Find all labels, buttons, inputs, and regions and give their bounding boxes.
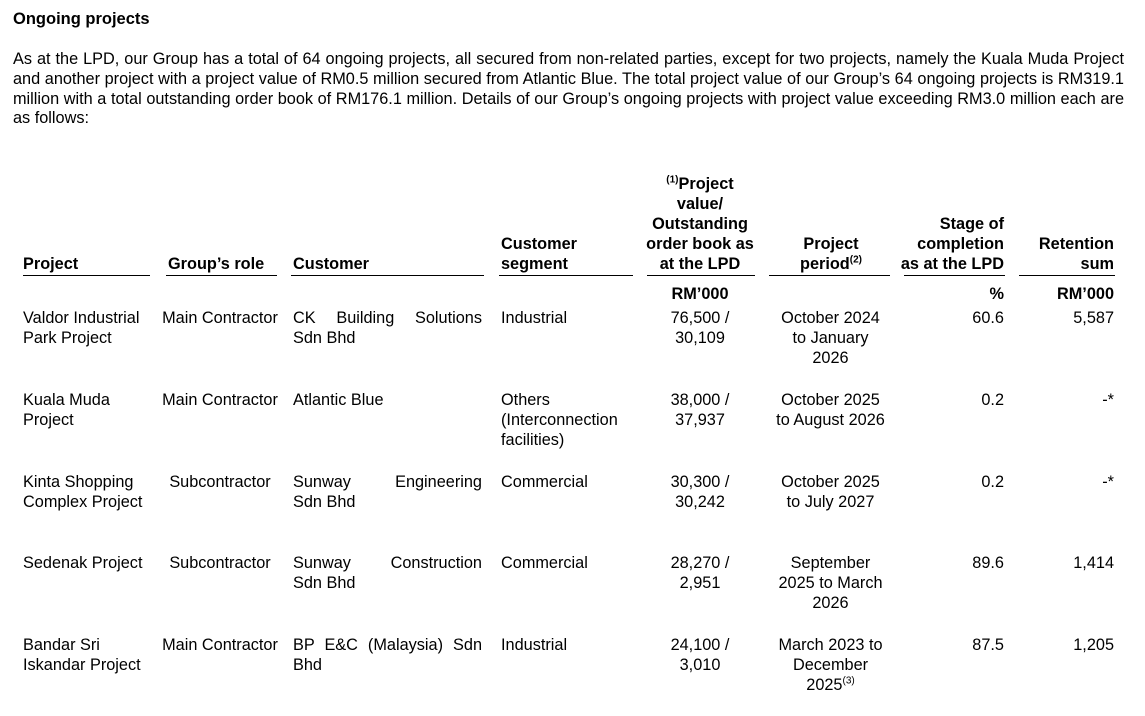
header-role: Group’s role (168, 255, 265, 273)
cell-role: Main Contractor (162, 309, 278, 327)
cell-customer: BP E&C (Malaysia) Sdn Bhd (293, 636, 482, 674)
cell-value: 30,300 / 30,242 (670, 473, 730, 511)
footnote-marker-3: (3) (842, 675, 855, 687)
cell-retention: 5,587 (1073, 309, 1114, 327)
header-period: Project period$^{(2)}$ (800, 235, 862, 273)
header-rule-role (166, 275, 277, 276)
cell-period: October 2025 to July 2027 (781, 473, 880, 511)
cell-segment: Industrial (501, 309, 568, 327)
header-rule-stage (904, 275, 1005, 276)
cell-customer: Sunway Construction Sdn Bhd (293, 554, 482, 592)
header-customer: Customer (293, 255, 369, 273)
cell-retention: -* (1102, 473, 1114, 491)
cell-segment: Others (Interconnection facilities) (501, 391, 618, 449)
header-rule-period (769, 275, 890, 276)
cell-retention: -* (1102, 391, 1114, 409)
header-rule-segment (499, 275, 633, 276)
cell-stage: 0.2 (981, 473, 1004, 491)
cell-period: March 2023 to December 2025$^{(3)}$ (778, 636, 883, 694)
cell-value: 76,500 / 30,109 (670, 309, 730, 347)
header-project: Project (23, 255, 79, 273)
cell-customer: CK Building Solutions Sdn Bhd (293, 309, 482, 347)
header-rule-value (647, 275, 755, 276)
footnote-marker-2: (2) (849, 254, 862, 266)
cell-period: September 2025 to March 2026 (778, 554, 883, 612)
cell-project: Sedenak Project (23, 554, 143, 572)
cell-project: Valdor Industrial Park Project (23, 309, 140, 347)
cell-customer: Atlantic Blue (293, 391, 384, 409)
cell-customer: Sunway Engineering Sdn Bhd (293, 473, 482, 511)
cell-role: Main Contractor (162, 391, 278, 409)
cell-project: Kinta Shopping Complex Project (23, 473, 143, 511)
cell-period: October 2025 to August 2026 (776, 391, 885, 429)
unit-value: RM’000 (671, 285, 729, 303)
cell-period: October 2024 to January 2026 (781, 309, 880, 367)
footnote-marker-1: (1) (666, 174, 679, 186)
header-rule-retention (1019, 275, 1115, 276)
cell-project: Kuala Muda Project (23, 391, 110, 429)
cell-retention: 1,205 (1073, 636, 1114, 654)
cell-role: Subcontractor (169, 473, 271, 491)
cell-value: 38,000 / 37,937 (670, 391, 730, 429)
section-title: Ongoing projects (13, 10, 150, 28)
intro-paragraph: As at the LPD, our Group has a total of 64 ongoing projects, all secured from non-related parties, except for two projects, namely the Kuala Muda Project and another project with a project value of RM0.5 million secured from Atlantic Blue. The total project value of our Group’s 64 ongoing projects is RM319.1 million with a total outstanding order book of RM176.1 million. Details of our Group’s ongoing projects with project value exceeding RM3.0 million each are as follows: (13, 50, 1124, 128)
cell-role: Main Contractor (162, 636, 278, 654)
cell-segment: Industrial (501, 636, 568, 654)
unit-stage: % (989, 285, 1004, 303)
header-rule-project (23, 275, 150, 276)
header-retention: Retention sum (1038, 235, 1114, 273)
cell-stage: 87.5 (972, 636, 1004, 654)
cell-value: 24,100 / 3,010 (670, 636, 730, 674)
cell-segment: Commercial (501, 554, 588, 572)
cell-retention: 1,414 (1073, 554, 1114, 572)
cell-value: 28,270 / 2,951 (670, 554, 730, 592)
cell-stage: 60.6 (972, 309, 1004, 327)
header-segment: Customer segment (501, 235, 577, 273)
cell-segment: Commercial (501, 473, 588, 491)
cell-stage: 0.2 (981, 391, 1004, 409)
header-rule-customer (291, 275, 484, 276)
header-project-value: $^{(1)}$Project value/ Outstanding order book as at the LPD (646, 174, 754, 273)
cell-role: Subcontractor (169, 554, 271, 572)
unit-retention: RM’000 (1056, 285, 1114, 303)
cell-stage: 89.6 (972, 554, 1004, 572)
header-stage: Stage of completion as at the LPD (900, 215, 1004, 273)
cell-project: Bandar Sri Iskandar Project (23, 636, 141, 674)
